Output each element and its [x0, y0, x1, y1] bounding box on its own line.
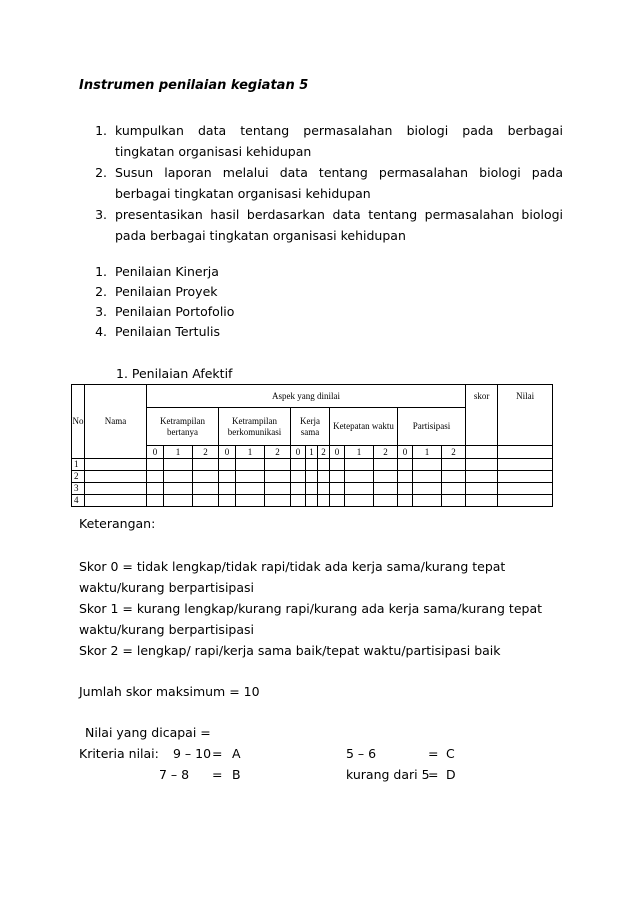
header-nama: Nama	[85, 385, 147, 459]
kriteria-range-b: 7 – 8	[159, 767, 190, 782]
skor1-line-cont: waktu/kurang berpartisipasi	[79, 622, 254, 637]
kriteria-eq: =	[428, 767, 439, 782]
section-heading: 1. Penilaian Afektif	[116, 366, 233, 381]
score-header: 1	[345, 446, 374, 459]
header-aspek: Aspek yang dinilai	[147, 385, 466, 408]
empty-cell	[466, 446, 498, 459]
steps-list	[79, 120, 563, 246]
header-skor: skor	[466, 385, 498, 446]
keterangan-label: Keterangan:	[79, 516, 156, 531]
kriteria-eq: =	[428, 746, 439, 761]
row-number: 1	[72, 459, 85, 471]
row-number: 3	[72, 483, 85, 495]
score-header: 2	[442, 446, 466, 459]
list-number: 3.	[95, 207, 107, 222]
kriteria-range-c: 5 – 6	[346, 746, 377, 761]
list-text: Penilaian Portofolio	[115, 304, 235, 319]
page-title: Instrumen penilaian kegiatan 5	[79, 78, 309, 93]
assessment-list	[79, 262, 234, 342]
row-number: 2	[72, 471, 85, 483]
list-item	[79, 282, 234, 302]
list-text: kumpulkan data tentang permasalahan biologi pada berbagai tingkatan organisasi kehidupan	[115, 123, 563, 159]
list-text: Penilaian Tertulis	[115, 324, 220, 339]
kriteria-grade-a: A	[232, 746, 241, 761]
list-text: Penilaian Kinerja	[115, 264, 219, 279]
list-number: 2.	[95, 284, 107, 299]
score-header: 0	[147, 446, 164, 459]
score-header: 0	[291, 446, 306, 459]
skor1-line: Skor 1 = kurang lengkap/kurang rapi/kurang ada kerja sama/kurang tepat	[79, 601, 543, 616]
skor0-line-cont: waktu/kurang berpartisipasi	[79, 580, 254, 595]
kriteria-eq: =	[212, 767, 223, 782]
list-number: 1.	[95, 123, 107, 138]
list-item	[79, 120, 563, 162]
header-no: No	[72, 385, 85, 459]
skor2-line: Skor 2 = lengkap/ rapi/kerja sama baik/tepat waktu/partisipasi baik	[79, 643, 501, 658]
score-header: 1	[306, 446, 318, 459]
nilai-dicapai: Nilai yang dicapai =	[85, 725, 211, 740]
empty-cell	[498, 446, 553, 459]
list-item	[79, 204, 563, 246]
list-item	[79, 322, 234, 342]
list-item	[79, 302, 234, 322]
aspect-header: Ketrampilan bertanya	[147, 408, 219, 446]
score-header: 1	[236, 446, 265, 459]
list-text: Susun laporan melalui data tentang permasalahan biologi pada berbagai tingkatan organisasi kehidupan	[115, 165, 563, 201]
aspect-header: Ketrampilan berkomunikasi	[219, 408, 291, 446]
score-header: 2	[193, 446, 219, 459]
score-header: 1	[164, 446, 193, 459]
list-number: 1.	[95, 264, 107, 279]
score-header: 0	[330, 446, 345, 459]
table-row	[72, 459, 553, 471]
score-header: 2	[265, 446, 291, 459]
kriteria-grade-b: B	[232, 767, 241, 782]
jumlah-skor: Jumlah skor maksimum = 10	[79, 684, 260, 699]
kriteria-label: Kriteria nilai:	[79, 746, 159, 761]
list-number: 3.	[95, 304, 107, 319]
kriteria-range-a: 9 – 10	[173, 746, 212, 761]
list-item	[79, 162, 563, 204]
aspect-header: Partisipasi	[398, 408, 466, 446]
list-text: Penilaian Proyek	[115, 284, 218, 299]
table-row	[72, 483, 553, 495]
kriteria-eq: =	[212, 746, 223, 761]
score-header: 2	[318, 446, 330, 459]
list-number: 4.	[95, 324, 107, 339]
score-header: 0	[219, 446, 236, 459]
header-nilai: Nilai	[498, 385, 553, 446]
aspect-header: Ketepatan waktu	[330, 408, 398, 446]
score-header: 0	[398, 446, 413, 459]
list-item	[79, 262, 234, 282]
table-row	[72, 495, 553, 507]
skor0-line: Skor 0 = tidak lengkap/tidak rapi/tidak ada kerja sama/kurang tepat	[79, 559, 506, 574]
list-number: 2.	[95, 165, 107, 180]
row-number: 4	[72, 495, 85, 507]
table-row	[72, 471, 553, 483]
kriteria-grade-d: D	[446, 767, 456, 782]
kriteria-grade-c: C	[446, 746, 455, 761]
score-header: 2	[374, 446, 398, 459]
aspect-header: Kerja sama	[291, 408, 330, 446]
score-header: 1	[413, 446, 442, 459]
list-text: presentasikan hasil berdasarkan data tentang permasalahan biologi pada berbagai tingkatan organisasi kehidupan	[115, 207, 563, 243]
assessment-table	[71, 384, 553, 507]
kriteria-range-d: kurang dari 5	[346, 767, 430, 782]
